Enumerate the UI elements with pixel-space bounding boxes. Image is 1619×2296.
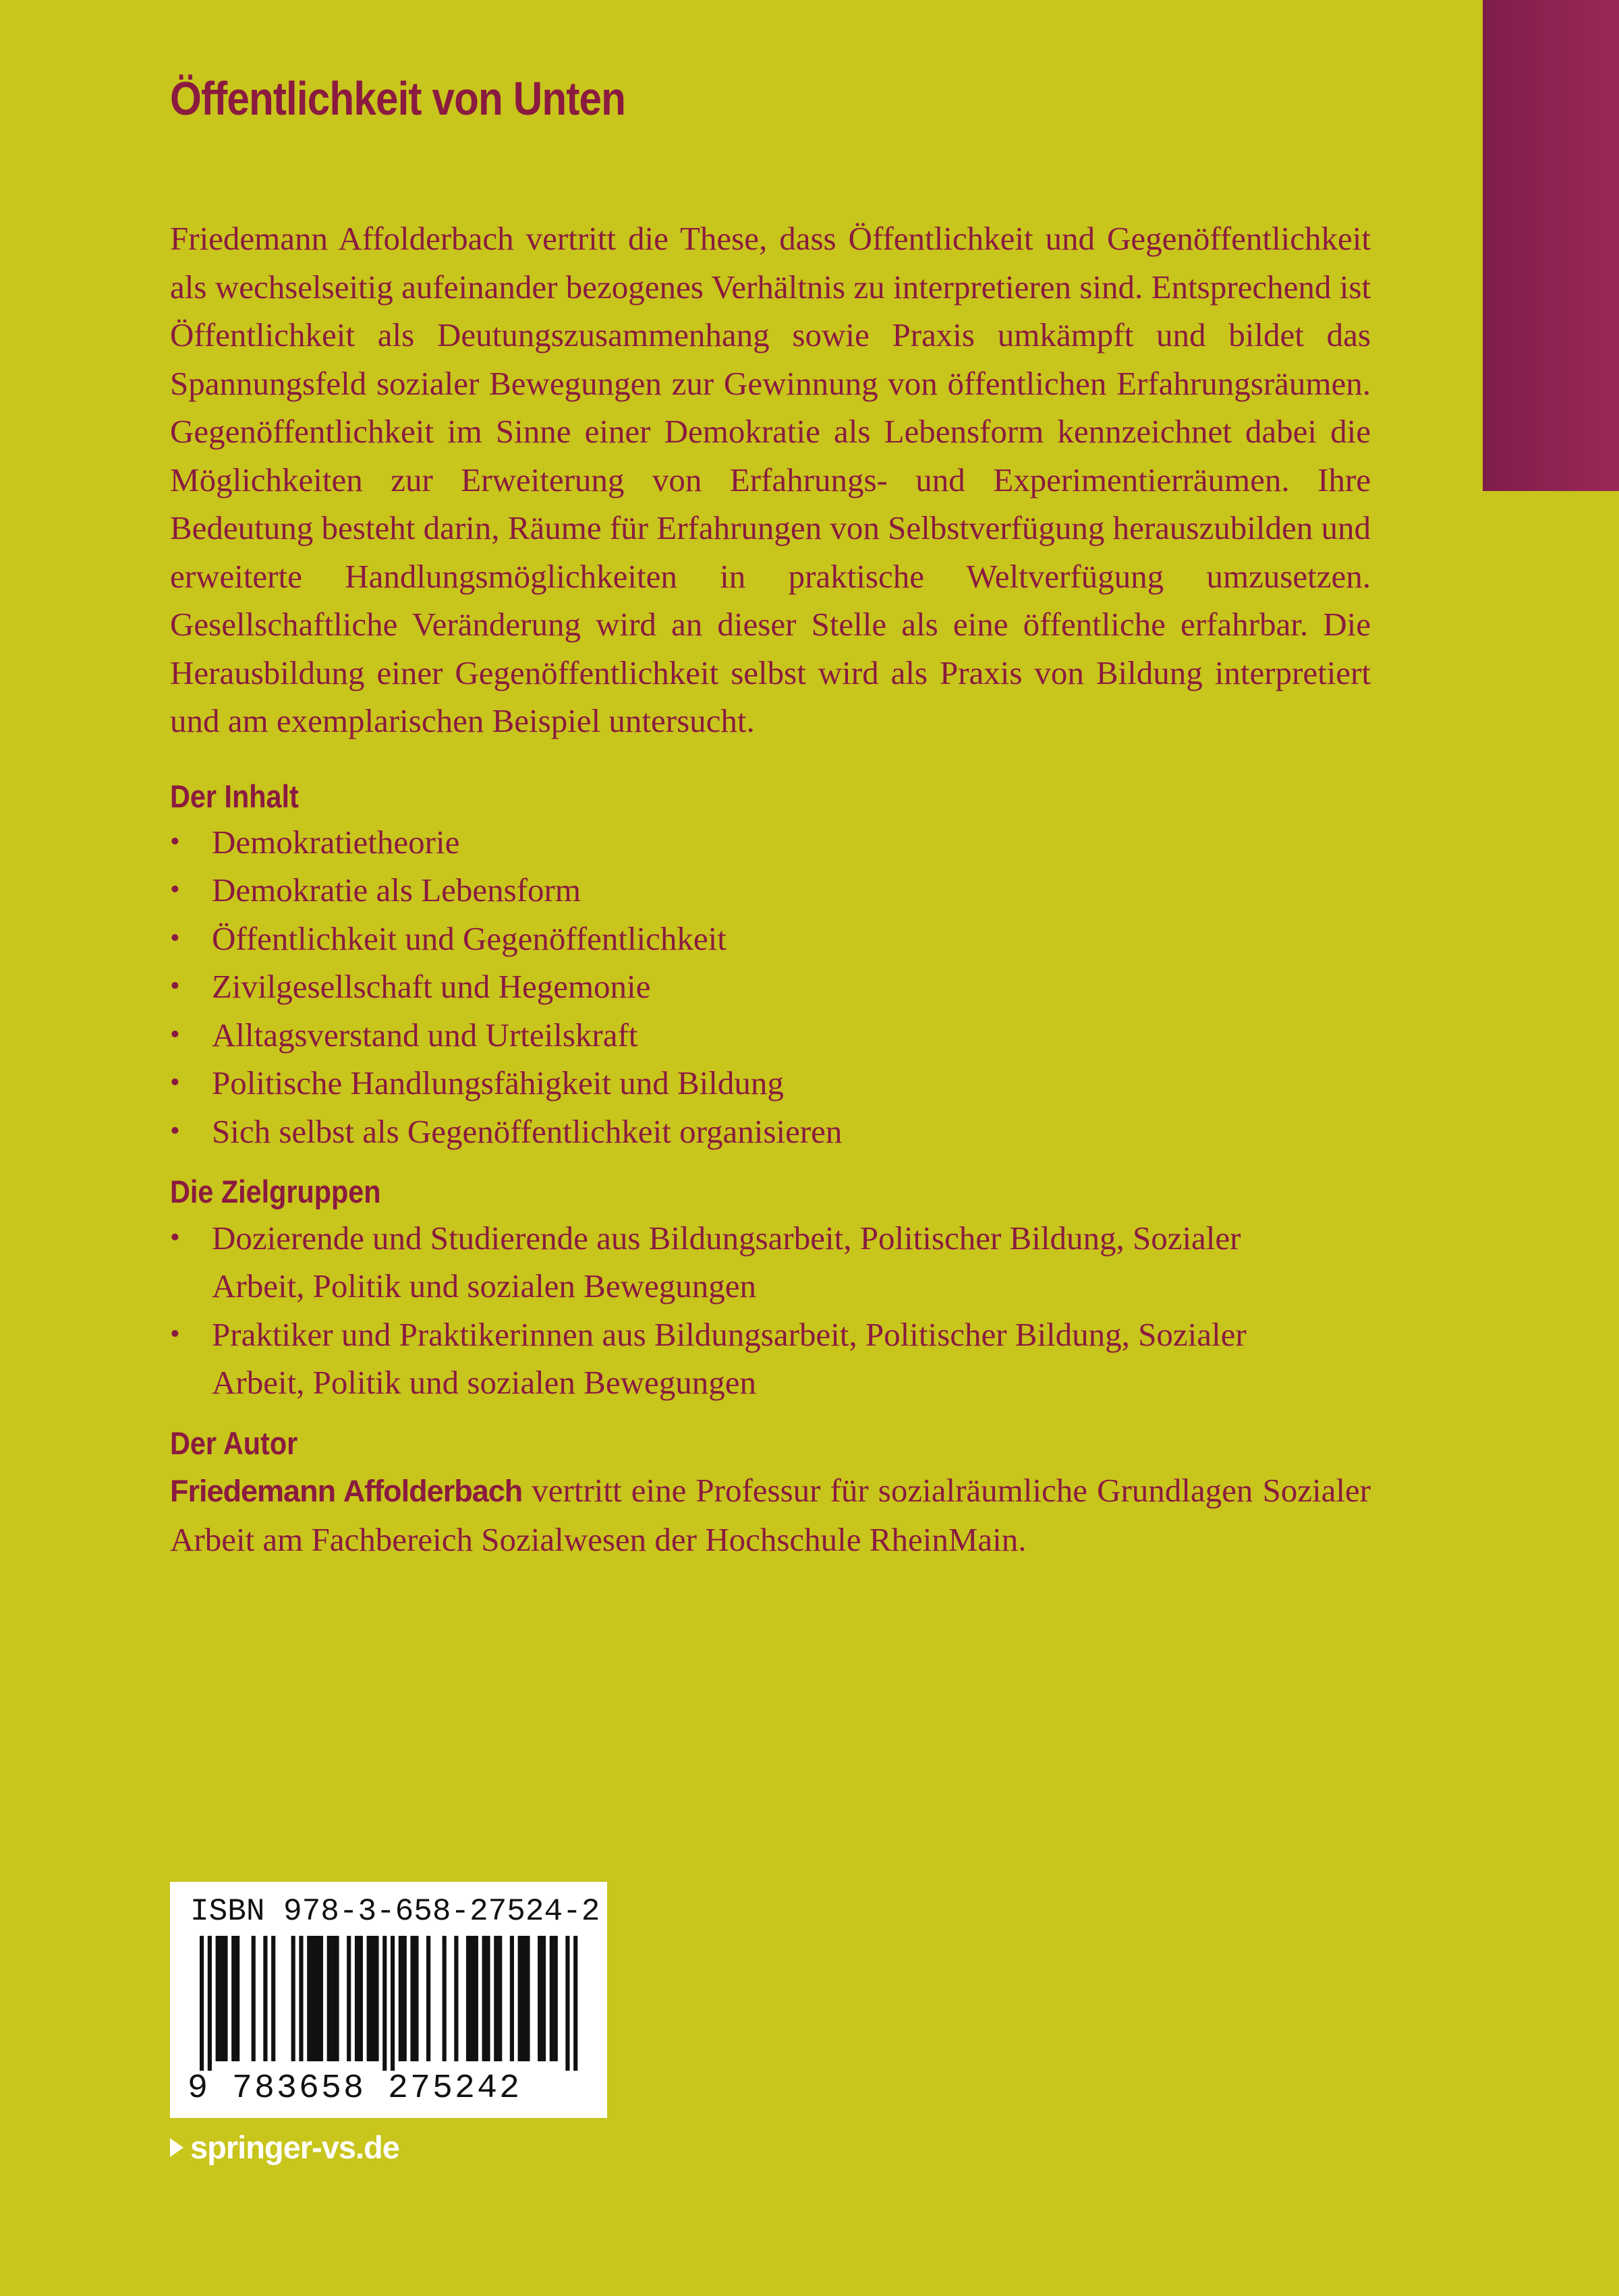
barcode-bar xyxy=(271,1936,275,2061)
barcode-bar xyxy=(410,1936,414,2061)
barcode-bar xyxy=(542,1936,546,2061)
barcode-bar xyxy=(521,1936,526,2061)
barcode-bar xyxy=(335,1936,339,2061)
barcode-bar xyxy=(382,1936,387,2071)
barcode-bar xyxy=(327,1936,331,2061)
barcode-bar xyxy=(299,1936,303,2061)
barcode-bar xyxy=(565,1936,569,2071)
list-item: • Sich selbst als Gegenöffentlichkeit organisieren xyxy=(170,1108,1371,1156)
publisher-link[interactable] xyxy=(170,2129,399,2166)
author-name: Friedemann Affolderbach xyxy=(170,1474,523,1509)
barcode-bar xyxy=(291,1936,295,2061)
barcode-bar xyxy=(359,1936,363,2061)
list-item: • Politische Handlungsfähigkeit und Bildung xyxy=(170,1059,1371,1108)
back-cover-content xyxy=(170,214,1371,1563)
barcode-bar xyxy=(426,1936,430,2061)
section-heading-zielgruppen: Die Zielgruppen xyxy=(170,1174,381,1210)
barcode-bar xyxy=(216,1936,220,2061)
list-item: • Demokratie als Lebensform xyxy=(170,866,1371,915)
barcode-bar xyxy=(319,1936,323,2061)
barcode-digits: 9 783658 275242 xyxy=(188,2069,522,2108)
book-title: Öffentlichkeit von Unten xyxy=(170,72,626,125)
inhalt-list xyxy=(170,818,1371,1156)
barcode-icon xyxy=(183,1936,594,2071)
barcode-bar xyxy=(498,1936,502,2061)
list-item: • Dozierende und Studierende aus Bildungsarbeit, Politischer Bildung, Sozialer Arbeit, Politik und sozialen Bewegungen xyxy=(170,1214,1371,1311)
barcode-bar xyxy=(355,1936,359,2061)
barcode-bar xyxy=(494,1936,498,2061)
barcode-bar xyxy=(403,1936,407,2061)
barcode-bar xyxy=(470,1936,474,2061)
barcode-bar xyxy=(347,1936,351,2061)
author-paragraph xyxy=(170,1466,1371,1563)
intro-paragraph: Friedemann Affolderbach vertritt die These, dass Öffentlichkeit und Gegenöffentlichkeit als wechselseitig aufeinander bezogenes Verhältnis zu interpretieren sind. Entsprechend ist Öffentlichkeit als Deutungszusammenhang sowie Praxis umkämpft und bildet das Spannungsfeld sozialer Bewegungen zur Gewinnung von öffentlichen Erfahrungsräumen. Gegenöffentlichkeit im Sinne einer Demokratie als Lebensform kennzeichnet dabei die Möglichkeiten zur Erweiterung von Erfahrungs- und Experimentierräumen. Ihre Bedeutung besteht darin, Räume für Erfahrungen von Selbstverfügung herauszubilden und erweiterte Handlungsmöglichkeiten in praktische Weltverfügung umzusetzen. Gesellschaftliche Veränderung wird an dieser Stelle als eine öffentliche erfahrbar. Die Herausbildung einer Gegenöffentlichkeit selbst wird als Praxis von Bildung interpretiert und am exemplarischen Beispiel untersucht. xyxy=(170,220,1371,739)
barcode-bar xyxy=(200,1936,204,2071)
barcode-bar xyxy=(311,1936,315,2061)
barcode-bar xyxy=(367,1936,371,2061)
publisher-url: springer-vs.de xyxy=(190,2129,399,2165)
barcode-bar xyxy=(235,1936,239,2061)
barcode-bar xyxy=(370,1936,374,2061)
barcode-bar xyxy=(315,1936,319,2061)
barcode-bar xyxy=(573,1936,577,2071)
barcode-bar xyxy=(518,1936,522,2061)
barcode-bar xyxy=(252,1936,256,2061)
barcode-bar xyxy=(374,1936,378,2061)
barcode-bar xyxy=(399,1936,403,2061)
list-item: • Zivilgesellschaft und Hegemonie xyxy=(170,963,1371,1011)
barcode-bar xyxy=(231,1936,235,2061)
barcode-bar xyxy=(208,1936,212,2071)
barcode-bar xyxy=(510,1936,514,2061)
barcode-bar xyxy=(443,1936,447,2061)
barcode-bar xyxy=(526,1936,530,2061)
list-item: • Demokratietheorie xyxy=(170,818,1371,867)
barcode-bar xyxy=(550,1936,554,2061)
barcode-bar xyxy=(482,1936,486,2061)
zielgruppen-list xyxy=(170,1214,1371,1407)
barcode-bar xyxy=(538,1936,542,2061)
barcode-bar xyxy=(391,1936,395,2071)
barcode-bar xyxy=(307,1936,311,2061)
section-heading-autor: Der Autor xyxy=(170,1425,298,1461)
section-heading-inhalt: Der Inhalt xyxy=(170,778,299,814)
barcode-bar xyxy=(474,1936,478,2061)
barcode-bar xyxy=(223,1936,227,2061)
isbn-label: ISBN 978-3-658-27524-2 xyxy=(190,1894,600,1929)
play-triangle-icon xyxy=(170,2138,183,2157)
list-item: • Praktiker und Praktikerinnen aus Bildungsarbeit, Politischer Bildung, Sozialer Arbeit, Politik und sozialen Bewegungen xyxy=(170,1311,1371,1407)
barcode-bar xyxy=(466,1936,470,2061)
barcode-bar xyxy=(486,1936,490,2061)
barcode-bar xyxy=(554,1936,558,2061)
barcode-bar xyxy=(331,1936,335,2061)
barcode-bar xyxy=(263,1936,267,2061)
author-bio: vertritt eine Professur für sozialräumliche Grundlagen Sozialer Arbeit am Fachbereich Sozialwesen der Hochschule RheinMain. xyxy=(170,1472,1371,1558)
barcode-bar xyxy=(454,1936,458,2061)
accent-bar xyxy=(1483,0,1619,491)
list-item: • Alltagsverstand und Urteilskraft xyxy=(170,1011,1371,1060)
barcode-bar xyxy=(219,1936,223,2061)
barcode-bar xyxy=(414,1936,418,2061)
isbn-barcode-box xyxy=(170,1882,607,2118)
list-item: • Öffentlichkeit und Gegenöffentlichkeit xyxy=(170,915,1371,963)
